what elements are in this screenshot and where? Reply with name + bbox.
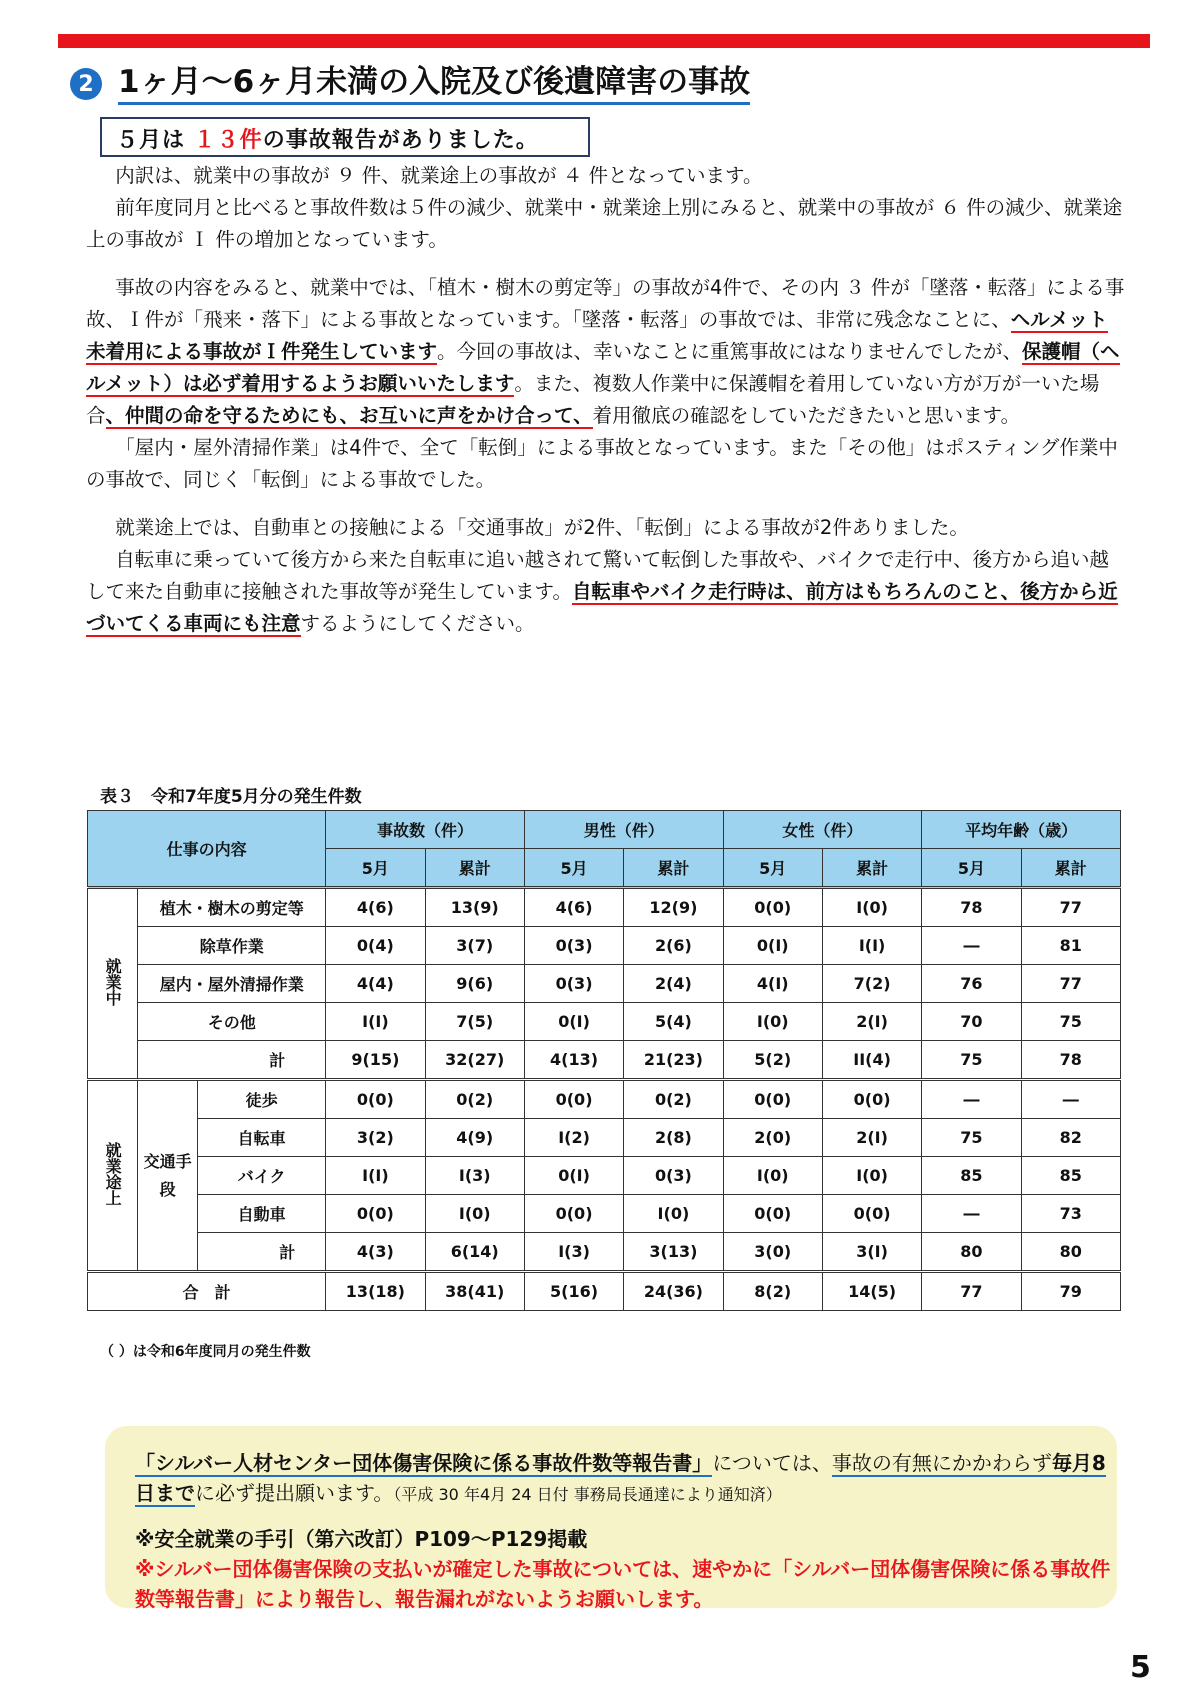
top-red-bar: [58, 34, 1150, 48]
table-cell: I(0): [822, 1157, 921, 1195]
mutual-check-request: 、仲間の命を守るためにも、お互いに声をかけ合って、: [105, 404, 593, 427]
table-row-total: [88, 1272, 1121, 1311]
rear-caution: 自転車やバイク走行時は、前方はもちろんのこと、後方から近づいてくる車両にも注意: [86, 580, 1118, 635]
table-cell: I(I): [822, 927, 921, 965]
paragraph-cleaning: 「屋内・屋外清掃作業」は4件で、全て「転倒」による事故となっています。また「その他」はポスティング作業中の事故で、同じく「転倒」による事故でした。: [86, 436, 1118, 491]
paragraph-on-duty: 事故の内容をみると、就業中では、「植木・樹木の剪定等」の事故が4件で、その内 ３ 件が「墜落・転落」による事故、Ｉ件が「飛来・落下」による事故となっています。「墜落・転落」の事故では、非常に残念なことに、ヘルメット未着用による事故がＩ件発生しています。今回の事故は、幸いなことに重篤事故にはなりませんでしたが、保護帽（ヘルメット）は必ず着用するようお願いいたします。また、複数人作業中に保護帽を着用していない方が万が一いた場合、仲間の命を守るためにも、お互いに声をかけ合って、着用徹底の確認をしていただきたいと思います。: [86, 276, 1125, 427]
table-cell: 4(3): [326, 1233, 425, 1272]
table-cell: 82: [1021, 1119, 1120, 1157]
table-cell: 9(6): [425, 965, 524, 1003]
table-cell: 0(0): [326, 1080, 425, 1119]
row-label: 計: [138, 1041, 326, 1080]
table-cell: 0(0): [822, 1080, 921, 1119]
header-sub: 累計: [1021, 849, 1120, 888]
commute-section: [88, 1080, 1121, 1272]
table-cell: 77: [922, 1272, 1021, 1311]
row-label: 合 計: [88, 1272, 326, 1311]
commute-label: 就業途上: [103, 1141, 123, 1206]
row-label: 計: [198, 1233, 326, 1272]
table-cell: 80: [1021, 1233, 1120, 1272]
row-label: 自動車: [198, 1195, 326, 1233]
table-cell: 0(I): [723, 927, 822, 965]
table-cell: 77: [1021, 965, 1120, 1003]
table-cell: 75: [1021, 1003, 1120, 1041]
table-cell: 0(0): [723, 1080, 822, 1119]
table-cell: 3(0): [723, 1233, 822, 1272]
row-label: 除草作業: [138, 927, 326, 965]
table-cell: II(4): [822, 1041, 921, 1080]
table-cell: 78: [922, 888, 1021, 927]
table-cell: I(0): [822, 888, 921, 927]
table-row: [88, 1080, 1121, 1119]
table-cell: 13(9): [425, 888, 524, 927]
table-cell: 14(5): [822, 1272, 921, 1311]
section-number-badge: 2: [70, 68, 102, 100]
table-cell: 70: [922, 1003, 1021, 1041]
table-cell: 0(4): [326, 927, 425, 965]
header-male: 男性（件）: [524, 811, 723, 849]
summary-pre: ５月は: [116, 128, 194, 153]
table-cell: 0(I): [524, 1157, 623, 1195]
table-cell: 4(I): [723, 965, 822, 1003]
table-cell: 32(27): [425, 1041, 524, 1080]
table-cell: 0(0): [326, 1195, 425, 1233]
table-cell: 0(0): [524, 1080, 623, 1119]
table-cell: I(I): [326, 1157, 425, 1195]
table-cell: 13(18): [326, 1272, 425, 1311]
table-cell: I(0): [425, 1195, 524, 1233]
table-cell: 9(15): [326, 1041, 425, 1080]
table-cell: 5(4): [624, 1003, 723, 1041]
table-cell: 2(0): [723, 1119, 822, 1157]
table-footnote: （ ）は令和6年度同月の発生件数: [100, 1344, 311, 1360]
table-cell: 3(2): [326, 1119, 425, 1157]
notice-box: [105, 1426, 1117, 1611]
table-cell: 0(3): [524, 965, 623, 1003]
table-cell: ―: [922, 927, 1021, 965]
table-cell: 2(6): [624, 927, 723, 965]
header-sub: 5月: [326, 849, 425, 888]
table-cell: 2(8): [624, 1119, 723, 1157]
header-sub: 累計: [425, 849, 524, 888]
table-cell: 21(23): [624, 1041, 723, 1080]
notice-report-line: 「シルバー人材センター団体傷害保険に係る事故件数等報告書」については、事故の有無にかかわらず毎月8日までに必ず提出願います。（平成 30 年4月 24 日付 事務局長通達により通知済）: [135, 1451, 1106, 1505]
header-sub: 5月: [524, 849, 623, 888]
table-cell: 2(I): [822, 1003, 921, 1041]
table-cell: 75: [922, 1041, 1021, 1080]
table-cell: I(0): [723, 1003, 822, 1041]
table-cell: 24(36): [624, 1272, 723, 1311]
table-cell: I(3): [524, 1233, 623, 1272]
table-cell: 85: [922, 1157, 1021, 1195]
table-cell: 2(4): [624, 965, 723, 1003]
paragraph-breakdown: 内訳は、就業中の事故が ９ 件、就業途上の事故が ４ 件となっています。: [115, 164, 763, 187]
table-cell: 4(6): [326, 888, 425, 927]
table-cell: 80: [922, 1233, 1021, 1272]
accident-table: [87, 810, 1121, 1311]
table-cell: 8(2): [723, 1272, 822, 1311]
row-label: 屋内・屋外清掃作業: [138, 965, 326, 1003]
table-cell: I(0): [723, 1157, 822, 1195]
table-caption: 表３ 令和7年度5月分の発生件数: [100, 787, 362, 807]
table-cell: 73: [1021, 1195, 1120, 1233]
table-cell: 0(3): [624, 1157, 723, 1195]
table-cell: 7(5): [425, 1003, 524, 1041]
table-cell: 0(3): [524, 927, 623, 965]
table-row: [88, 965, 1121, 1003]
table-cell: 81: [1021, 927, 1120, 965]
row-label: バイク: [198, 1157, 326, 1195]
header-sub: 累計: [624, 849, 723, 888]
table-cell: 3(7): [425, 927, 524, 965]
table-row: [88, 1233, 1121, 1272]
table-cell: 4(9): [425, 1119, 524, 1157]
table-cell: 38(41): [425, 1272, 524, 1311]
table-row: [88, 888, 1121, 927]
summary-post: の事故報告がありました。: [262, 128, 539, 153]
table-row: [88, 1157, 1121, 1195]
notice-red-warning: ※シルバー団体傷害保険の支払いが確定した事故については、速やかに「シルバー団体傷害保険に係る事故件数等報告書」により報告し、報告漏れがないようお願いします。: [135, 1557, 1111, 1611]
body-text: [86, 160, 1126, 640]
table-cell: ―: [922, 1080, 1021, 1119]
table-cell: 76: [922, 965, 1021, 1003]
table-cell: 4(6): [524, 888, 623, 927]
table-cell: 2(I): [822, 1119, 921, 1157]
table-row: [88, 1003, 1121, 1041]
transport-label: 交通手段: [138, 1080, 198, 1272]
header-sub: 累計: [822, 849, 921, 888]
section-heading: [70, 62, 750, 106]
table-row: [88, 927, 1121, 965]
table-cell: 5(16): [524, 1272, 623, 1311]
table-cell: 79: [1021, 1272, 1120, 1311]
row-label: その他: [138, 1003, 326, 1041]
table-cell: 4(4): [326, 965, 425, 1003]
table-cell: 0(0): [723, 1195, 822, 1233]
summary-count: １３件: [193, 128, 263, 153]
header-work: 仕事の内容: [88, 811, 326, 888]
table-cell: I(3): [425, 1157, 524, 1195]
total-section: [88, 1272, 1121, 1311]
summary-box: [100, 117, 590, 157]
header-accidents: 事故数（件）: [326, 811, 525, 849]
table-cell: ―: [1021, 1080, 1120, 1119]
table-cell: 3(13): [624, 1233, 723, 1272]
table-cell: 85: [1021, 1157, 1120, 1195]
table-cell: 6(14): [425, 1233, 524, 1272]
page-number: 5: [1130, 1650, 1151, 1685]
on-duty-section: [88, 888, 1121, 1080]
table-cell: 0(0): [723, 888, 822, 927]
helmet-warning: ヘルメット未着用による事故がＩ件発生しています: [86, 308, 1108, 363]
row-label: 徒歩: [198, 1080, 326, 1119]
table-cell: 4(13): [524, 1041, 623, 1080]
table-cell: 0(0): [524, 1195, 623, 1233]
table-cell: 0(2): [624, 1080, 723, 1119]
table-cell: 0(I): [524, 1003, 623, 1041]
table-cell: I(I): [326, 1003, 425, 1041]
table-cell: 77: [1021, 888, 1120, 927]
table-cell: 78: [1021, 1041, 1120, 1080]
table-cell: 3(I): [822, 1233, 921, 1272]
helmet-request: 保護帽（ヘルメット）は必ず着用するようお願いいたします: [86, 340, 1120, 395]
table-cell: 0(2): [425, 1080, 524, 1119]
paragraph-comparison: 前年度同月と比べると事故件数は５件の減少、就業中・就業途上別にみると、就業中の事故が ６ 件の減少、就業途上の事故が Ｉ 件の増加となっています。: [86, 196, 1123, 251]
table-cell: 5(2): [723, 1041, 822, 1080]
table-row: [88, 1119, 1121, 1157]
table-cell: I(0): [624, 1195, 723, 1233]
on-duty-label: 就業中: [103, 957, 123, 1006]
paragraph-commute: 就業途上では、自動車との接触による「交通事故」が2件、「転倒」による事故が2件ありました。: [115, 516, 969, 539]
table-cell: ―: [922, 1195, 1021, 1233]
header-sub: 5月: [723, 849, 822, 888]
table-row: [88, 1195, 1121, 1233]
notice-guide-ref: ※安全就業の手引（第六改訂）P109～P129掲載: [135, 1527, 588, 1551]
row-label: 自転車: [198, 1119, 326, 1157]
table-cell: 75: [922, 1119, 1021, 1157]
header-avg-age: 平均年齢（歳）: [922, 811, 1121, 849]
table-cell: 0(0): [822, 1195, 921, 1233]
table-cell: 12(9): [624, 888, 723, 927]
row-label: 植木・樹木の剪定等: [138, 888, 326, 927]
header-sub: 5月: [922, 849, 1021, 888]
section-title: 1ヶ月～6ヶ月未満の入院及び後遺障害の事故: [118, 64, 750, 105]
table-cell: 7(2): [822, 965, 921, 1003]
paragraph-bicycle: 自転車に乗っていて後方から来た自転車に追い越されて驚いて転倒した事故や、バイクで走行中、後方から追い越して来た自動車に接触された事故等が発生しています。自転車やバイク走行時は、前方はもちろんのこと、後方から近づいてくる車両にも注意するようにしてください。: [86, 548, 1118, 635]
table-cell: I(2): [524, 1119, 623, 1157]
table-row: [88, 1041, 1121, 1080]
header-female: 女性（件）: [723, 811, 922, 849]
